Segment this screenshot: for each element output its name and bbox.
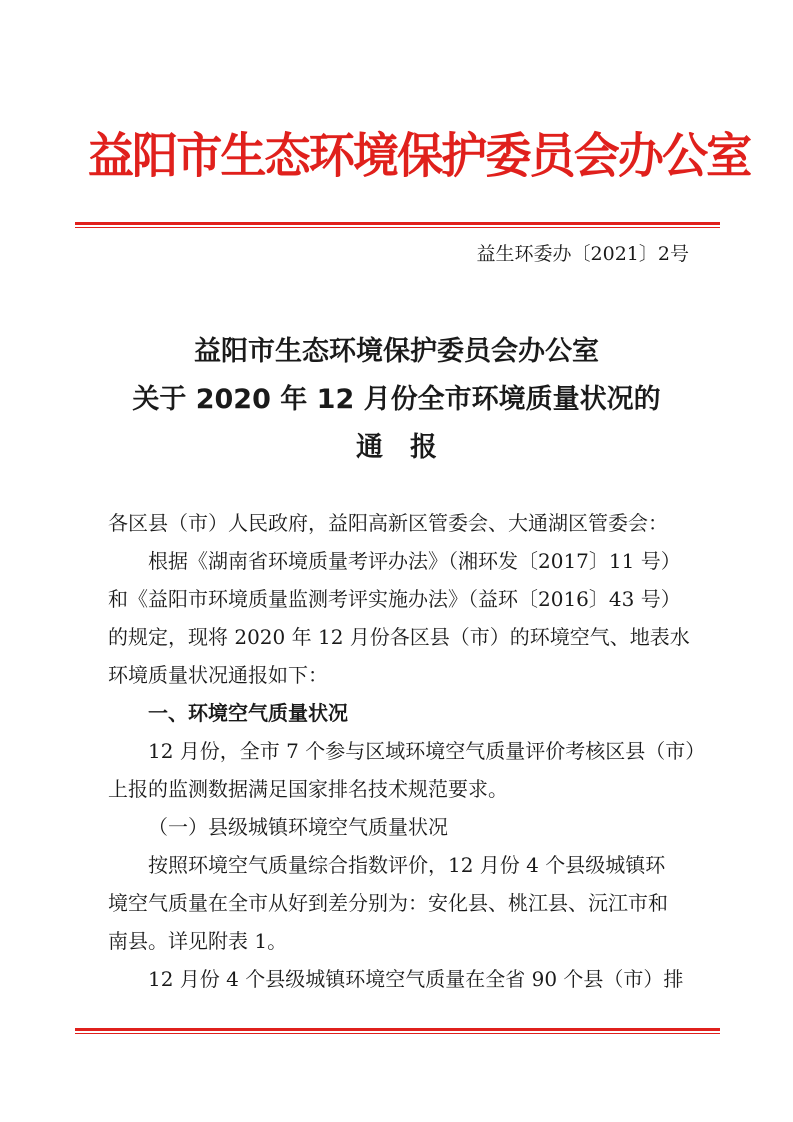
doc-title-line-3: 通 报: [356, 432, 437, 463]
doc-title-line-2: 关于 2020 年 12 月份全市环境质量状况的: [132, 384, 661, 415]
intro-line: 和《益阳市环境质量监测考评实施办法》（益环〔2016〕43 号）: [108, 587, 681, 611]
section-1-heading: 一、环境空气质量状况: [148, 701, 348, 725]
subsection-1-heading: （一）县级城镇环境空气质量状况: [148, 815, 448, 839]
intro-line: 环境质量状况通报如下：: [108, 663, 328, 687]
doc-title-line-1: 益阳市生态环境保护委员会办公室: [194, 336, 599, 367]
ranking-line: 12 月份 4 个县级城镇环境空气质量在全省 90 个县（市）排: [148, 967, 684, 991]
section-1-line: 上报的监测数据满足国家排名技术规范要求。: [108, 777, 508, 801]
intro-line: 根据《湖南省环境质量考评办法》（湘环发〔2017〕11 号）: [148, 549, 681, 573]
intro-line: 的规定，现将 2020 年 12 月份各区县（市）的环境空气、地表水: [108, 625, 690, 649]
masthead-red-divider: [75, 222, 720, 228]
subsection-1-line: 境空气质量在全市从好到差分别为：安化县、桃江县、沅江市和: [108, 891, 668, 915]
subsection-1-line: 按照环境空气质量综合指数评价，12 月份 4 个县级城镇环: [148, 853, 666, 877]
org-masthead-title: 益阳市生态环境保护委员会办公室: [87, 128, 751, 184]
footer-red-divider: [75, 1028, 720, 1034]
document-number: 益生环委办〔2021〕2号: [476, 243, 689, 265]
section-1-line: 12 月份，全市 7 个参与区域环境空气质量评价考核区县（市）: [148, 739, 706, 763]
salutation: 各区县（市）人民政府，益阳高新区管委会、大通湖区管委会：: [108, 511, 668, 535]
subsection-1-line: 南县。详见附表 1。: [108, 929, 288, 953]
document-body: [108, 504, 706, 998]
